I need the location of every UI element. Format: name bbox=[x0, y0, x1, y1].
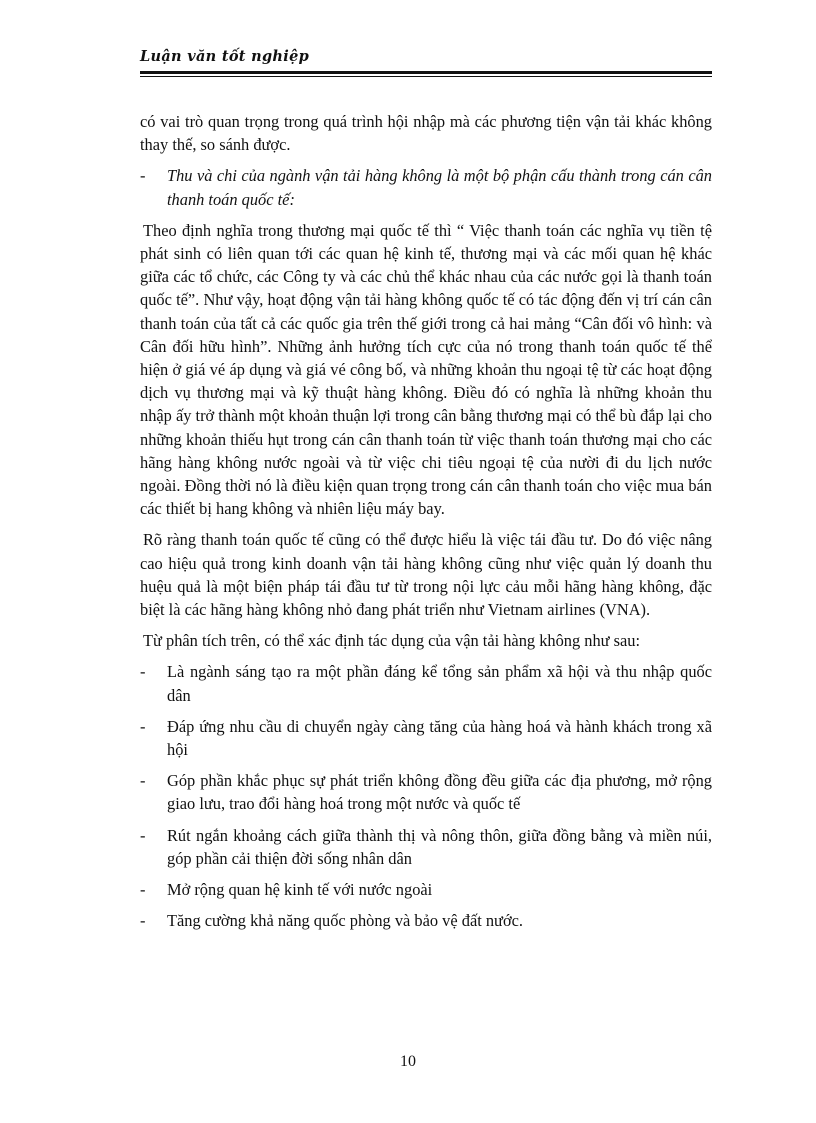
bullet-text: Thu và chi của ngành vận tải hàng không là một bộ phận cấu thành trong cán cân thanh toán quốc tế: bbox=[167, 166, 712, 209]
bullet-dash: - bbox=[140, 166, 146, 186]
paragraph-4: Từ phân tích trên, có thể xác định tác dụng của vận tải hàng không như sau: bbox=[143, 631, 641, 651]
paragraph-2: Theo định nghĩa trong thương mại quốc tế thì “ Việc thanh toán các nghĩa vụ tiền tệ phát sinh có liên quan tới các quan hệ kinh tế, thương mại và các mối quan hệ khác giữa các tổ chức, các Công ty và các chủ thể khác nhau của các nước gọi là thanh toán quốc tế”. Như vậy, hoạt động vận tải hàng không quốc tế có tác động đến vị trí cán cân thanh toán của tất cả các quốc gia trên thế giới trong cả hai mảng “Cân đối vô hình: và Cân đối hữu hình”. Những ảnh hưởng tích cực của nó trong thanh toán quốc tế thể hiện ở giá vé áp dụng và giá vé công bố, và những khoản thu ngoại tệ từ các hoạt động dịch vụ thương mại và kỹ thuật hàng không. Điều đó có nghĩa là những khoản thu nhập ấy trở thành một khoản thuận lợi trong cân bằng thương mại có thể bù đắp lại cho những khoản thiếu hụt trong cán cân thanh toán từ việc thanh toán thương mại cho các hãng hàng không nước ngoài và từ việc chi tiêu ngoại tệ của nười đi du lịch nước ngoài. Đồng thời nó là điều kiện quan trọng trong cán cân thanh toán cho việc mua bán các thiết bị hang không và nhiên liệu máy bay. bbox=[140, 220, 712, 519]
bullet-dash: - bbox=[140, 825, 146, 845]
paragraph-3: Rõ ràng thanh toán quốc tế cũng có thể được hiểu là việc tái đầu tư. Do đó việc nâng cao hiệu quả trong kinh doanh vận tải hàng không cũng như việc quản lý doanh thu huệu quả là một biện pháp tái đầu tư từ trong nội lực cảu mỗi hãng hàng không, đặc biệt là các hãng hàng không nhỏ đang phát triển như Vietnam airlines (VNA). bbox=[140, 530, 712, 620]
list-item bbox=[140, 715, 712, 761]
header-title: Luận văn tốt nghiệp bbox=[140, 48, 310, 65]
bullet-text: Là ngành sáng tạo ra một phần đáng kể tổng sản phẩm xã hội và thu nhập quốc dân bbox=[167, 662, 712, 705]
page-number: 10 bbox=[400, 1053, 416, 1070]
list-item bbox=[140, 909, 712, 932]
document-body bbox=[140, 110, 712, 941]
bullet-dash: - bbox=[140, 716, 146, 736]
bullet-text: Mở rộng quan hệ kinh tế với nước ngoài bbox=[167, 880, 433, 900]
list-item bbox=[140, 878, 712, 901]
header-rule-thick bbox=[140, 71, 712, 74]
bullet-text: Đáp ứng nhu cầu di chuyển ngày càng tăng của hàng hoá và hành khách trong xã hội bbox=[167, 716, 712, 760]
bullet-text: Góp phần khắc phục sự phát triển không đồng đều giữa các địa phương, mở rộng giao lưu, trao đổi hàng hoá trong một nước và quốc tế bbox=[167, 771, 712, 814]
bullet-dash: - bbox=[140, 662, 146, 682]
italic-bullet-item bbox=[140, 164, 712, 210]
list-item bbox=[140, 660, 712, 706]
bullet-dash: - bbox=[140, 880, 146, 900]
bullet-text: Rút ngắn khoảng cách giữa thành thị và nông thôn, giữa đồng bằng và miền núi, góp phần cải thiện đời sống nhân dân bbox=[167, 825, 712, 868]
bullet-dash: - bbox=[140, 771, 146, 791]
page-header bbox=[140, 48, 712, 68]
bullet-text: Tăng cường khả năng quốc phòng và bảo vệ đất nước. bbox=[167, 911, 523, 931]
list-item bbox=[140, 824, 712, 870]
bullet-dash: - bbox=[140, 911, 146, 931]
list-item bbox=[140, 769, 712, 815]
paragraph-1: có vai trò quan trọng trong quá trình hội nhập mà các phương tiện vận tải khác không thay thế, so sánh được. bbox=[140, 112, 712, 155]
header-rule-thin bbox=[140, 76, 712, 77]
